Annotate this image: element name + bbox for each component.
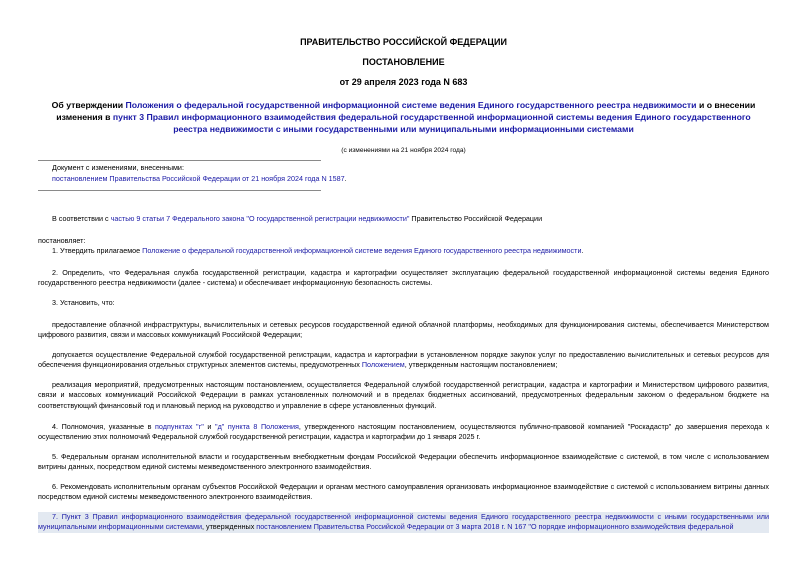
title-link-rules[interactable]: пункт 3 Правил информационного взаимодействия федеральной государственной информационной системы ведения Единого государственного реестра недвижимости с иными государственными или муниципальными информационными системами [112, 112, 751, 135]
document-title: Об утверждении Положения о федеральной государственной информационной системе ведения Единого государственного реестра недвижимости и о внесении изменения в пункт 3 Правил информационного взаимодействия федеральной государственной информационной системы ведения Единого государственного реестра недвижимости с иными государственными или муниципальными информационными системами [51, 100, 756, 135]
decides-text: постановляет: [38, 236, 86, 245]
paragraph-7: 7. Пункт 3 Правил информационного взаимодействия федеральной государственной информационной системы ведения Единого государственного реестра недвижимости с иными государственными или муниципальными информационными системами, утвержденных постановлением Правительства Российской Федерации от 3 марта 2018 г. N 167 "О порядке информационного взаимодействия федеральной [38, 512, 769, 532]
date-number-heading: от 29 апреля 2023 года N 683 [339, 77, 468, 87]
edition-note: (с изменениями на 21 ноября 2024 года) [341, 147, 466, 154]
preamble-law-link[interactable]: частью 9 статьи 7 Федерального закона "О государственной регистрации недвижимости" [110, 214, 410, 223]
divider-top [38, 160, 321, 161]
changes-line: постановлением Правительства Российской Федерации от 21 ноября 2024 года N 1587. [52, 174, 347, 183]
paragraph-4: 4. Полномочия, указанные в подпунктах "г" и "д" пункта 8 Положения, утвержденного настоящим постановлением, осуществляются публично-правовой компанией "Роскадастр" до завершения перехода к осуществлению этих полномочий Федеральной службой государственной регистрации, кадастра и картографии до 1 января 2025 г. [38, 422, 769, 442]
paragraph-3: 3. Установить, что: [52, 298, 115, 307]
paragraph-4-link-g[interactable]: подпунктах "г" [155, 422, 204, 431]
paragraph-7-link-rules[interactable]: Пункт 3 Правил информационного взаимодействия федеральной государственной информационной системы ведения Единого государственного реестра недвижимости с иными государственными или муниципальными информационными системами [38, 512, 769, 532]
paragraph-5: 5. Федеральным органам исполнительной власти и государственным внебюджетным фондам Российской Федерации обеспечить информационное взаимодействие с системой, в том числе с использованием витрины данных, посредством единой системы межведомственного электронного взаимодействия. [38, 452, 769, 472]
paragraph-2: 2. Определить, что Федеральная служба государственной регистрации, кадастра и картографии осуществляет эксплуатацию федеральной государственной информационной системы ведения Единого государственного реестра недвижимости (далее - система) и обеспечивает информационную безопасность системы. [38, 268, 769, 288]
title-link-regulation[interactable]: Положения о федеральной государственной информационной системе ведения Единого государственного реестра недвижимости [125, 100, 697, 110]
paragraph-6: 6. Рекомендовать исполнительным органам субъектов Российской Федерации и органам местного самоуправления организовать информационное взаимодействие с системой с использованием витрины данных посредством единой системы межведомственного электронного взаимодействия. [38, 482, 769, 502]
divider-bottom [38, 190, 321, 191]
paragraph-4-link-d[interactable]: "д" пункта 8 Положения [215, 422, 299, 431]
paragraph-7-link-decree[interactable]: постановлением Правительства Российской Федерации от 3 марта 2018 г. N 167 "О порядке информационного взаимодействия федеральной [256, 522, 734, 532]
paragraph-3a: предоставление облачной инфраструктуры, вычислительных и сетевых ресурсов государственной единой облачной платформы, необходимых для функционирования системы, обеспечивается Министерством цифрового развития, связи и массовых коммуникаций Российской Федерации; [38, 320, 769, 340]
paragraph-3b-link[interactable]: Положением [361, 360, 405, 370]
paragraph-1: 1. Утвердить прилагаемое Положение о федеральной государственной информационной системе ведения Единого государственного реестра недвижимости. [52, 246, 584, 255]
paragraph-3c: реализация мероприятий, предусмотренных настоящим постановлением, осуществляется Федеральной службой государственной регистрации, кадастра и картографии и Министерством цифрового развития, связи и массовых коммуникаций Российской Федерации в рамках установленных полномочий и в пределах бюджетных ассигнований, предусмотренных федеральным законом о федеральном бюджете на соответствующий финансовый год и плановый период на руководство и управление в сфере установленных функций. [38, 380, 769, 410]
paragraph-3b: допускается осуществление Федеральной службой государственной регистрации, кадастра и картографии в установленном порядке закупок услуг по предоставлению вычислительных и сетевых ресурсов для обеспечения функционирования отдельных структурных элементов системы, предусмотренных Положением, утвержденным настоящим постановлением; [38, 350, 769, 370]
doc-type-heading: ПОСТАНОВЛЕНИЕ [362, 57, 445, 67]
paragraph-1-link[interactable]: Положение о федеральной государственной информационной системе ведения Единого государственного реестра недвижимости [142, 246, 582, 255]
changes-label: Документ с изменениями, внесенными: [52, 163, 184, 172]
preamble-paragraph: В соответствии с частью 9 статьи 7 Федерального закона "О государственной регистрации недвижимости" Правительство Российской Федерации [52, 214, 543, 223]
changes-link[interactable]: постановлением Правительства Российской Федерации от 21 ноября 2024 года N 1587 [52, 174, 345, 183]
government-heading: ПРАВИТЕЛЬСТВО РОССИЙСКОЙ ФЕДЕРАЦИИ [300, 37, 507, 47]
